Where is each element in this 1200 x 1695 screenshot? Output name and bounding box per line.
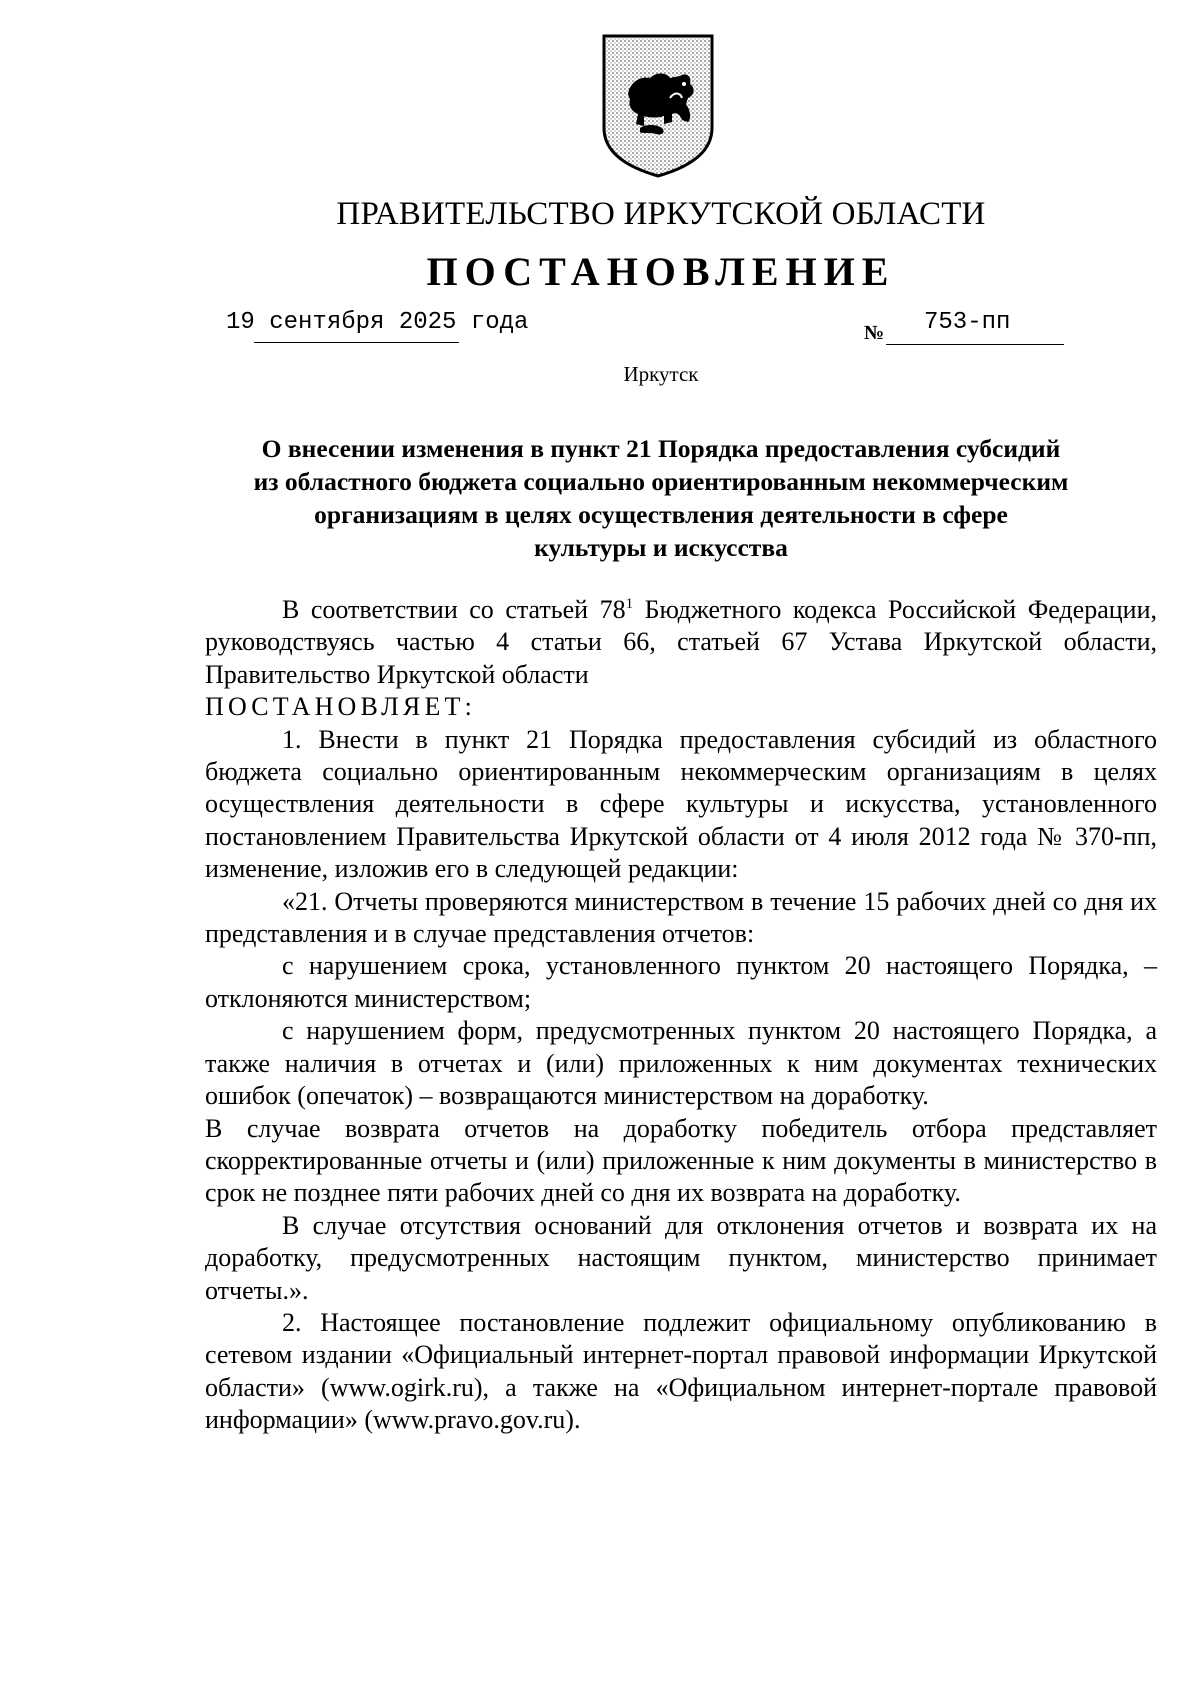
- preamble-paragraph: [205, 594, 1157, 691]
- issue-city: Иркутск: [623, 362, 699, 386]
- coat-of-arms-icon: [600, 32, 716, 180]
- body-paragraph: В случае возврата отчетов на доработку победитель отбора представляет скорректированные отчеты и (или) приложенные к ним документы в министерство в срок не позднее пяти рабочих дней со дня их возврата на доработку.: [205, 1113, 1157, 1208]
- preamble-text-end: Бюджетного кодекса Российской Федерации, руководствуясь частью 4 статьи 66, статьей 67 Устава Иркутской области, Правительство Иркутской области: [205, 595, 1157, 689]
- heading-line: из областного бюджета социально ориентированным некоммерческим: [253, 467, 1069, 496]
- document-body: [205, 594, 1157, 1437]
- government-name: ПРАВИТЕЛЬСТВО ИРКУТСКОЙ ОБЛАСТИ: [336, 196, 986, 232]
- number-sign: №: [864, 322, 885, 344]
- number-underline: [886, 344, 1064, 345]
- document-heading: [200, 432, 1122, 564]
- heading-line: культуры и искусства: [534, 533, 788, 562]
- document-number: 753-пп: [924, 309, 1011, 336]
- body-paragraph: 1. Внести в пункт 21 Порядка предоставления субсидий из областного бюджета социально ориентированным некоммерческим организациям в целях осуществления деятельности в сфере культуры и искусства, установленного постановлением Правительства Иркутской области от 4 июля 2012 года № 370-пп, изменение, изложив его в следующей редакции:: [205, 724, 1157, 884]
- body-paragraph: 2. Настоящее постановление подлежит официальному опубликованию в сетевом издании «Официальный интернет-портал правовой информации Иркутской области» (www.ogirk.ru), а также на «Официальном интернет-портале правовой информации» (www.pravo.gov.ru).: [205, 1307, 1157, 1435]
- heading-line: организациям в целях осуществления деятельности в сфере: [314, 500, 1008, 529]
- body-paragraph: с нарушением срока, установленного пунктом 20 настоящего Порядка, – отклоняются министерством;: [205, 951, 1157, 1013]
- document-date: 19 сентября 2025 года: [226, 309, 529, 336]
- document-type: ПОСТАНОВЛЕНИЕ: [426, 249, 896, 294]
- heading-line: О внесении изменения в пункт 21 Порядка предоставления субсидий: [261, 434, 1061, 463]
- preamble-text-start: В соответствии со статьей 78: [282, 595, 626, 624]
- date-underline: [254, 342, 459, 343]
- body-paragraph: с нарушением форм, предусмотренных пунктом 20 настоящего Порядка, а также наличия в отчетах и (или) приложенных к ним документах технических ошибок (опечаток) – возвращаются министерством на доработку.: [205, 1016, 1157, 1111]
- body-paragraph: «21. Отчеты проверяются министерством в течение 15 рабочих дней со дня их представления и в случае представления отчетов:: [205, 886, 1157, 949]
- resolves-keyword: ПОСТАНОВЛЯЕТ:: [205, 692, 477, 722]
- body-paragraph: В случае отсутствия оснований для отклонения отчетов и возврата их на доработку, предусмотренных настоящим пунктом, министерство принимает отчеты.».: [205, 1210, 1157, 1305]
- article-superscript: 1: [625, 596, 634, 612]
